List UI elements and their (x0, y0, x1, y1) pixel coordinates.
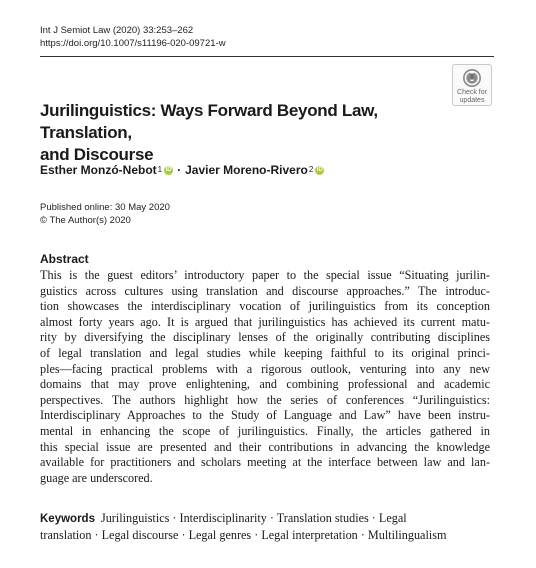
abstract-line: available for practitioners and scholars meeting at the interface between law and lan- (40, 455, 490, 470)
abstract-body (40, 268, 490, 486)
author-separator: · (177, 163, 182, 177)
badge-label-2: updates (459, 97, 485, 104)
check-for-updates-badge[interactable] (452, 64, 492, 106)
affiliation-marker: 2 (308, 164, 314, 174)
author-list (40, 163, 324, 177)
author-name[interactable]: Javier Moreno-Rivero (185, 163, 308, 177)
article-title (40, 100, 440, 166)
abstract-line: almost forty years ago. It is argued that jurilinguistics has achieved its current matu- (40, 314, 490, 329)
article-header (40, 24, 226, 50)
crossmark-icon (462, 68, 482, 88)
abstract-line: Interdisciplinary Approaches to the Study of Language and Law” have been instru- (40, 408, 490, 423)
orcid-icon[interactable]: iD (316, 166, 323, 173)
abstract-line: of legal translation and legal studies while keeping faithful to its original princi- (40, 345, 490, 360)
abstract-line: mental in enhancing the scope of jurilinguistics. Finally, the articles gathered in (40, 423, 490, 438)
abstract-line: domains that may prove enlightening, and combining professional and academic (40, 377, 490, 392)
keywords-line-2: translation · Legal discourse · Legal genres · Legal interpretation · Multilingualism (40, 528, 447, 542)
keywords-label: Keywords (40, 513, 95, 525)
abstract-line: perspectives. The authors highlight how the series of conferences “Jurilinguistics: (40, 392, 490, 407)
doi-link[interactable]: https://doi.org/10.1007/s11196-020-09721-w (40, 38, 226, 49)
affiliation-marker: 1 (157, 164, 163, 174)
keywords-section (40, 510, 490, 543)
abstract-line: this special issue are presented and their contributions in advancing the knowledge (40, 439, 490, 454)
abstract-line: guage are underscored. (40, 470, 153, 485)
copyright-notice: © The Author(s) 2020 (40, 215, 131, 226)
badge-label-1: Check for (457, 89, 487, 96)
title-line-2: and Discourse (40, 145, 154, 164)
title-line-1: Jurilinguistics: Ways Forward Beyond Law, Translation, (40, 101, 378, 142)
abstract-line: guistics across cultures using translation and discourse approaches.” The introduc- (40, 283, 490, 298)
abstract-heading: Abstract (40, 252, 89, 266)
publication-info (40, 201, 170, 227)
journal-citation: Int J Semiot Law (2020) 33:253–262 (40, 25, 194, 36)
orcid-icon[interactable]: iD (165, 166, 172, 173)
header-divider (40, 56, 494, 57)
abstract-line: tion showcases the interdisciplinary vocation of jurilinguistics from its conception (40, 299, 490, 314)
author-name[interactable]: Esther Monzó-Nebot (40, 163, 157, 177)
abstract-line: rity by diversifying the disciplinary lenses of the originally contributing disciplines (40, 330, 490, 345)
keywords-line-1: Jurilinguistics · Interdisciplinarity · Translation studies · Legal (100, 511, 407, 525)
published-date: Published online: 30 May 2020 (40, 202, 170, 213)
abstract-line: This is the guest editors’ introductory paper to the special issue “Situating jurilin- (40, 268, 490, 282)
abstract-line: ples—facing practical problems with a rigorous outlook, venturing into any new (40, 361, 490, 376)
